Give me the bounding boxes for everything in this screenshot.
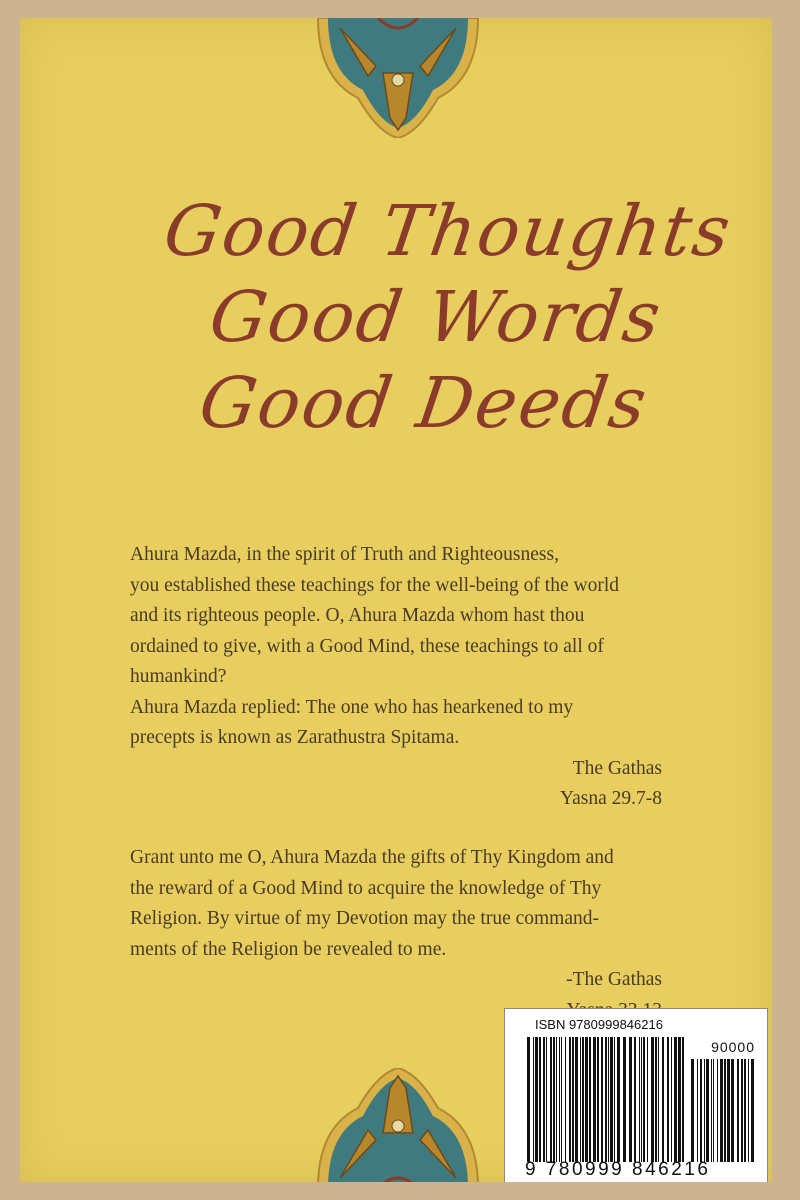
- quote-2-line: Religion. By virtue of my Devotion may the true command-: [130, 908, 599, 929]
- title-line-3: Good Deeds: [194, 362, 654, 444]
- quote-1-line: ordained to give, with a Good Mind, these teachings to all of: [130, 635, 604, 657]
- quote-2-source: -The Gathas: [566, 969, 662, 990]
- addon-barcode-bars-icon: [691, 1059, 755, 1162]
- bottom-ornament-icon: [298, 1068, 498, 1182]
- book-back-cover: [20, 18, 772, 1182]
- barcode-number: 9 780999 846216: [525, 1159, 711, 1180]
- quote-block-2: [130, 843, 690, 1026]
- quote-2-line: ments of the Religion be revealed to me.: [130, 938, 447, 960]
- quote-1-line: you established these teachings for the well-being of the world: [130, 574, 619, 596]
- barcode-bars-icon: [527, 1037, 687, 1162]
- quote-2-line: the reward of a Good Mind to acquire the knowledge of Thy: [130, 877, 602, 899]
- quote-1-line: Ahura Mazda replied: The one who has hearkened to my: [130, 696, 574, 718]
- title-line-1: Good Thoughts: [159, 190, 737, 272]
- quote-1-line: humankind?: [130, 666, 227, 687]
- isbn-barcode: [504, 1008, 768, 1182]
- isbn-label: ISBN 9780999846216: [535, 1017, 663, 1032]
- quote-1-source: The Gathas: [572, 757, 662, 779]
- top-ornament-icon: [298, 18, 498, 138]
- cover-title: [42, 188, 772, 446]
- quote-2-line: Grant unto me O, Ahura Mazda the gifts of Thy Kingdom and: [130, 847, 614, 868]
- title-line-2: Good Words: [204, 276, 668, 358]
- price-code: 90000: [711, 1039, 755, 1055]
- quote-block-1: [130, 540, 690, 815]
- quote-1-line: precepts is known as Zarathustra Spitama.: [130, 727, 460, 748]
- quote-1-line: and its righteous people. O, Ahura Mazda whom hast thou: [130, 605, 585, 626]
- quote-1-verse: Yasna 29.7-8: [559, 788, 662, 809]
- quote-1-line: Ahura Mazda, in the spirit of Truth and Righteousness,: [130, 544, 559, 565]
